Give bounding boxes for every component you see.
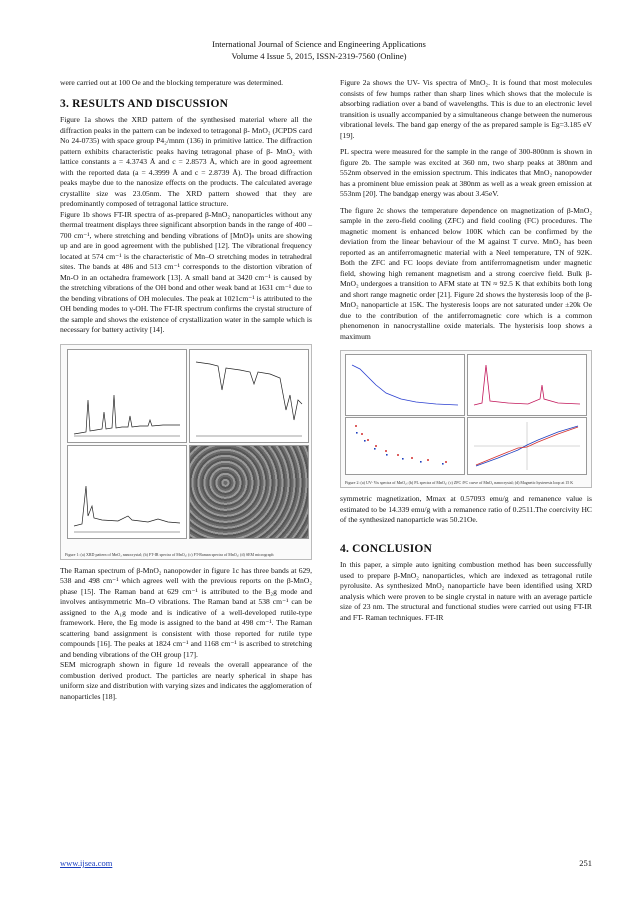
raman-paragraph: The Raman spectrum of β-MnO₂ nanopowder in figure 1c has three bands at 629, 538 and 498 cm⁻¹ which agrees well with the previous reports on the β-MnO₂ phase [15]. The Raman band at 629 cm⁻¹ is attributed to the B₂g mode and involves antisymmetric Mn–O vibrations. The Raman band at 538 cm⁻¹ can be assigned to the A₁g mode and is indicative of a well-developed rutile-type framework. Here, the Eg mode is assigned to the band at 498 cm⁻¹. The Raman scattering band assignment is consistent with those reported for rutile type compounds [16]. The peaks at 1824 cm⁻¹ and 1168 cm⁻¹ is ascribed to stretching and bending vibrations of the OH group [17]. [60, 565, 312, 659]
raman-plot [68, 446, 186, 538]
figure-1-caption: Figure 1: (a) XRD pattern of MnO₂ nanocrystal; (b) FT-IR spectra of MnO₂; (c) FT-Raman spectra of MnO₂; (d) SEM micrograph [65, 551, 274, 557]
left-column [60, 78, 312, 708]
hysteresis-panel [467, 417, 587, 475]
journal-header [0, 38, 638, 62]
zfc-fc-plot [346, 418, 464, 474]
journal-url-link[interactable]: www.ijsea.com [60, 858, 113, 868]
hysteresis-plot [468, 418, 586, 474]
magnetic-paragraph: The figure 2c shows the temperature dependence on magnetization of β-MnO₂ sample in the zero-field cooling (ZFC) and field cooling (FC) procedures. The magnetic moment is enhanced below 100K which can be confirmed by the deviation from the linear behaviour of the M against T curve. MnO₂ has been reported as an antiferromagnetic material with a Neel temperature, TN of 92K. Both the ZFC and FC loops deviate from antiferromagnetism under magnetic field, showing high remanent magnetism and a strong coercive field. Bulk β-MnO₂ undergoes a transition to AFM state at TN ≈ 92.5 K that exhibits both long and short range magnetic order [21]. Figure 2d shows the hysteresis loop of the β-MnO₂ nanoparticle at 15K. The hysteresis loops are not saturated under ±20k Oe due to the contribution of the antiferromagnetic core which is a common phenomenon in nanocrystalline oxide materials. The hysterisis loop shows a maximum [340, 205, 592, 341]
xrd-plot [68, 350, 186, 442]
journal-title: International Journal of Science and Engineering Applications [212, 39, 426, 49]
conclusion-paragraph: In this paper, a simple auto igniting combustion method has been successfully used to prepare β-MnO₂ nanoparticles, which are indexed as tetragonal rutile pyrolusite. As synthesized MnO₂ nanoparticle have been identified using XRD analysis which were proven to be single crystal in nature with an average particle size of 23 nm. The structural and functional studies were carried out using FT-IR and FT- Raman techniques. FT-IR [340, 560, 592, 622]
page-number: 251 [579, 858, 592, 868]
xrd-panel [67, 349, 187, 443]
pl-plot [468, 355, 586, 415]
figure-2-caption: Figure 2: (a) UV- Vis spectra of MnO₂; (b) PL spectra of MnO₂; (c) ZFC /FC curve of MnO₂ nanocrystal; (d) Magnetic hysteresis loop at 15 K [345, 480, 574, 485]
ftir-panel [189, 349, 309, 443]
sem-micrograph [189, 445, 309, 539]
raman-panel [67, 445, 187, 539]
figure-1 [60, 344, 312, 560]
conclusion-heading: 4. CONCLUSION [340, 542, 433, 555]
results-heading: 3. RESULTS AND DISCUSSION [60, 97, 229, 110]
pl-paragraph: PL spectra were measured for the sample in the range of 300-800nm is shown in figure 2b. The sample was excited at 360 nm, two sharp peaks at 380nm and 552nm observed in the emission spectrum. This indicates that MnO₂ nanopowder has a prominent blue emission peak at 380nm as well as a weak green emission at 553nm [20]. The bandgap energy was about 3.45eV. [340, 147, 592, 198]
sem-paragraph: SEM micrograph shown in figure 1d reveals the overall appearance of the combustion derived product. The particles are nearly spherical in shape has uniform size and distribution with varying sizes and indicates the agglomeration of nanoparticles [18]. [60, 660, 313, 701]
uvvis-panel [345, 354, 465, 416]
hysteresis-paragraph: symmetric magnetization, Mmax at 0.57093 emu/g and remanence value is estimated to be 14.339 emu/g with a remanence ratio of 0.2511.The coercivity HC of the synthesized nanoparticle was 50.21Oe. [340, 494, 592, 524]
journal-issue: Volume 4 Issue 5, 2015, ISSN-2319-7560 (Online) [231, 51, 407, 61]
figure-2 [340, 350, 592, 488]
ftir-plot [190, 350, 308, 442]
uvvis-plot [346, 355, 464, 415]
xrd-paragraph: Figure 1a shows the XRD pattern of the synthesised material where all the diffraction peaks in the pattern can be indexed to tetragonal β- MnO₂ (JCPDS card No 24-0735) with space group P4₂/mnm (136) in primitive lattice. The diffraction pattern exhibits characteristic peaks having tetragonal phase of β- MnO₂ with lattice constants a = 4.3743 Å and c = 2.8573 Å, which are in good agreement with the reported data (a = 4.3999 Å and c = 2.8739 Å). The broad diffraction peaks maybe due to the nanosize effects on the products. The calculated average crystallite size was 23.05nm. The XRD pattern showed that they are predominantly composed of tetragonal lattice structure. [60, 115, 312, 208]
ftir-paragraph: Figure 1b shows FT-IR spectra of as-prepared β-MnO₂ nanoparticles without any thermal treatment displays three significant absorption bands in the range of 400 – 700 cm⁻¹, where stretching and bending vibrations of [MnO]ₙ units are showing up and are in good agreement with the published [12]. The vibrational frequency located at 574 cm⁻¹ is the characteristic of Mn–O stretching modes in tetrahedral sites. The bands at 486 and 513 cm⁻¹ corresponds to the distortion vibration of Mn-O in an octahedra framework [13]. A small band at 3420 cm⁻¹ is caused by the stretching vibrations of the OH bond and other weak band at 1631 cm⁻¹ due to the bending vibrations of OH molecules. The peak at 1021cm⁻¹ is attributed to the OH bending modes to γ-OH. The FT-IR spectrum confirms the crystal structure of the sample and shows the existence of crystallization water in the sample which is necessary for battery activity [14]. [60, 209, 312, 334]
uvvis-paragraph: Figure 2a shows the UV- Vis spectra of MnO₂. It is found that most molecules consists of few humps rather than sharp lines which shows that the molecule is absorbing radiation over a band of wavelengths. This is due to an electronic level transition is usually accompanied by a simultaneous change between the numerous vibrational levels. The band gap energy of the as prepared sample is Eg=3.185 eV [19]. [340, 78, 592, 140]
intro-paragraph: were carried out at 100 Oe and the blocking temperature was determined. [60, 78, 284, 87]
zfc-fc-panel [345, 417, 465, 475]
pl-panel [467, 354, 587, 416]
right-column [340, 78, 592, 629]
